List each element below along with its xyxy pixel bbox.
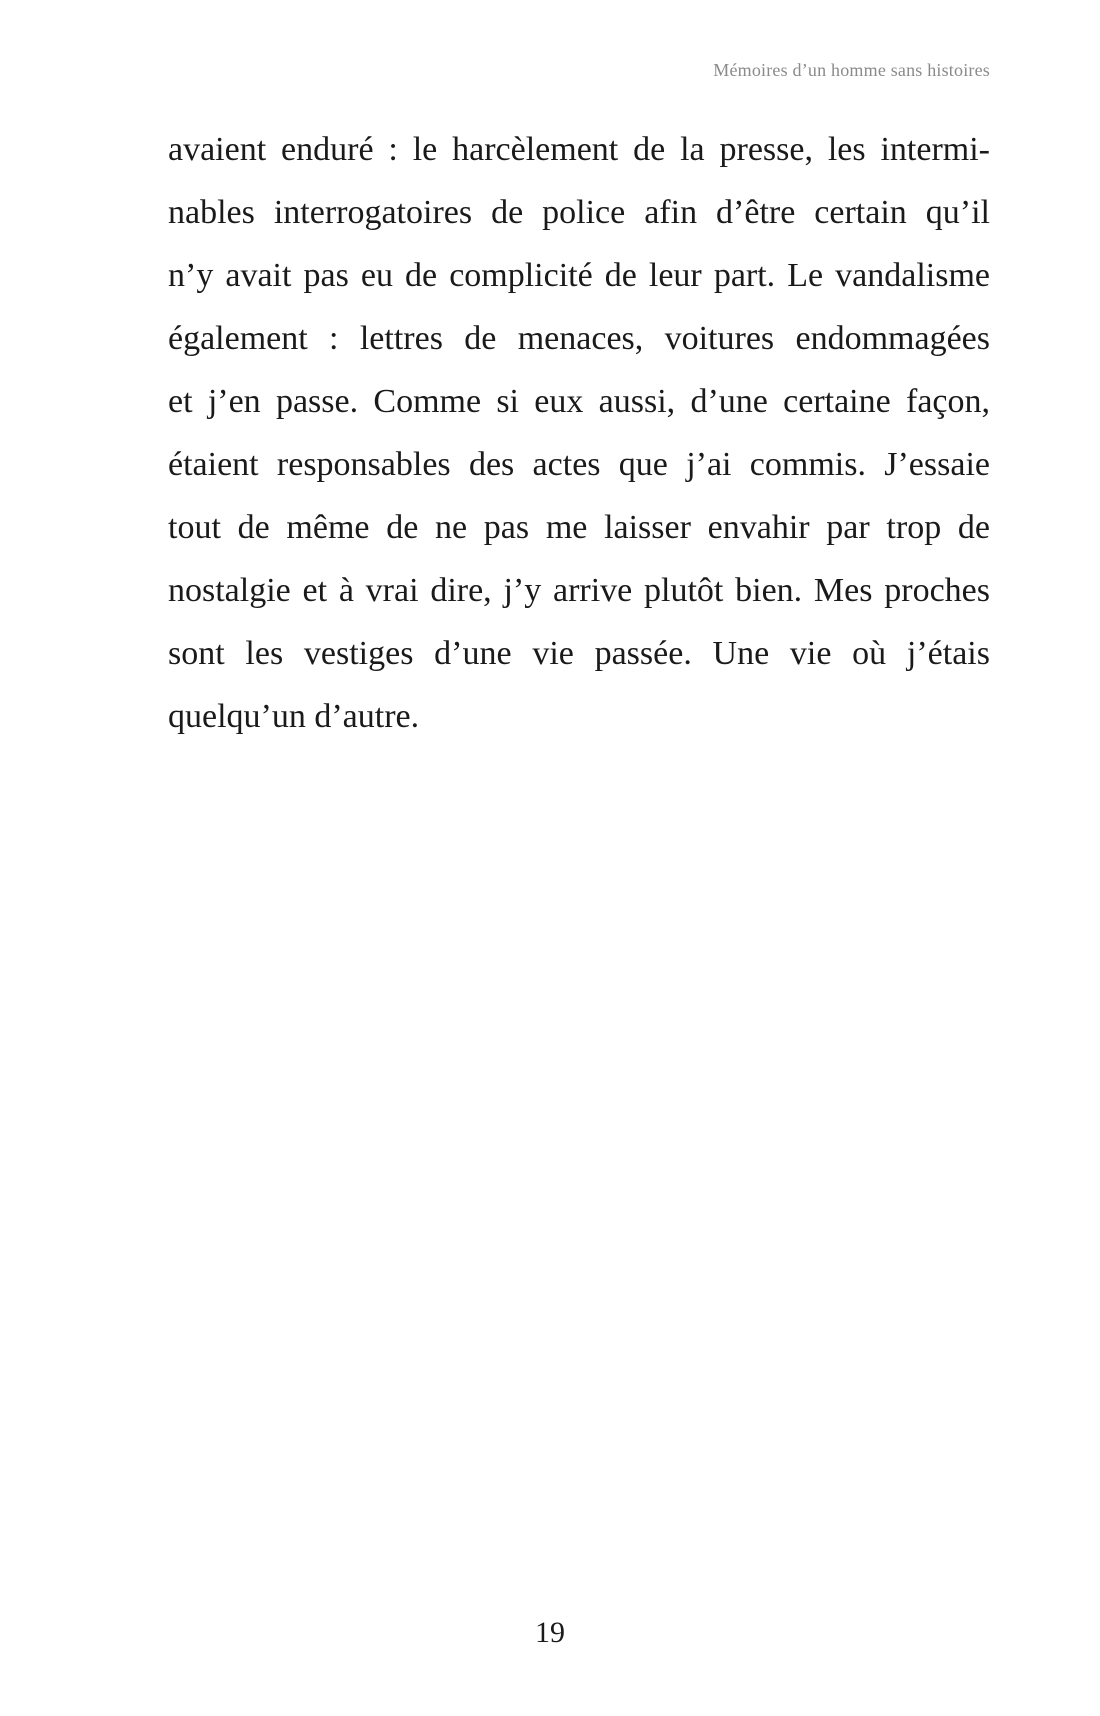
- text-line: tout de même de ne pas me laisser envahir par trop de: [168, 509, 990, 546]
- text-line: également : lettres de menaces, voitures endommagées: [168, 320, 990, 357]
- running-header-title: Mémoires d’un homme sans histoires: [713, 60, 990, 80]
- text-line: sont les vestiges d’une vie passée. Une vie où j’étais: [168, 635, 990, 672]
- text-line: nostalgie et à vrai dire, j’y arrive plutôt bien. Mes proches: [168, 572, 990, 609]
- text-line: étaient responsables des actes que j’ai commis. J’essaie: [168, 446, 990, 483]
- page-number: 19: [535, 1616, 565, 1649]
- text-line: avaient enduré : le harcèlement de la presse, les intermi-: [168, 131, 990, 168]
- text-line: et j’en passe. Comme si eux aussi, d’une certaine façon,: [168, 383, 990, 420]
- text-line: nables interrogatoires de police afin d’être certain qu’il: [168, 194, 990, 231]
- text-line: n’y avait pas eu de complicité de leur part. Le vandalisme: [168, 257, 990, 294]
- body-paragraph: [168, 118, 990, 748]
- text-line: quelqu’un d’autre.: [168, 698, 420, 735]
